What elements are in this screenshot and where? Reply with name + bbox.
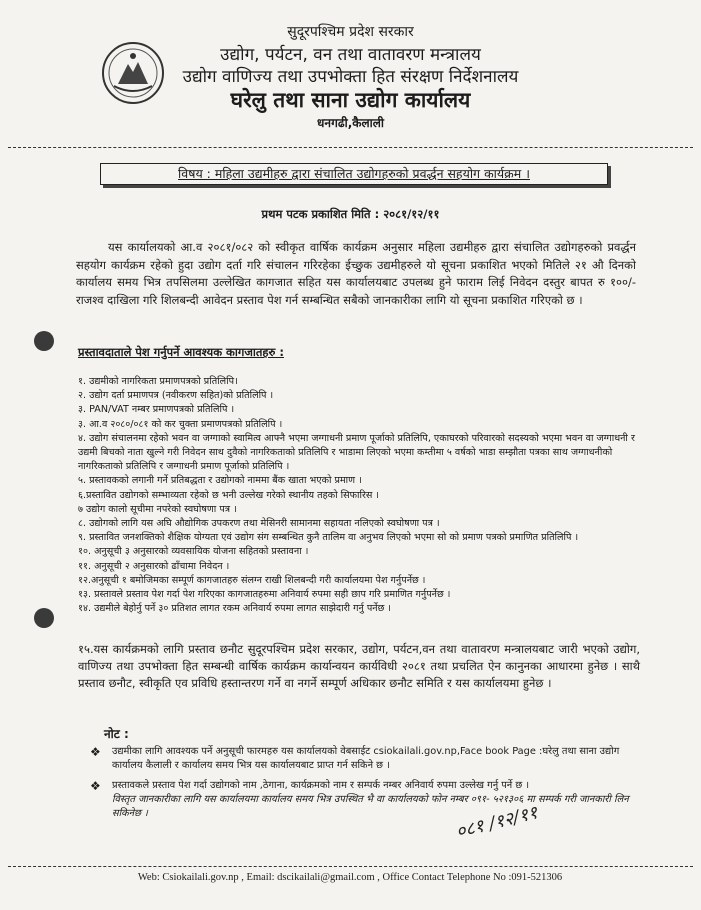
- list-item: ३. आ.व २०८०/०८१ को कर चुक्ता प्रमाणपत्रको प्रतिलिपि ।: [78, 418, 283, 430]
- list-item: ६.प्रस्तावित उद्योगको सम्भाव्यता रहेको छ भनी उल्लेख गरेको स्थानीय तहको सिफारिस ।: [78, 489, 380, 501]
- diamond-bullet-icon: ❖: [90, 779, 101, 793]
- signature-date: ०८१ /१२/११: [453, 802, 540, 843]
- header-office: घरेलु तथा साना उद्योग कार्यालय: [230, 88, 471, 112]
- punch-hole: [34, 608, 54, 628]
- note-contact-text: विस्तृत जानकारीका लागि यस कार्यालयमा कार्यालय समय भित्र उपस्थित भै वा कार्यालयको फोन नम्बर ०९१- ५२१३०६ मा सम्पर्क गरी जानकारी लिन सकिनेछ ।: [112, 794, 629, 819]
- intro-paragraph: यस कार्यालयको आ.व २०८१/०८२ को स्वीकृत वार्षिक कार्यक्रम अनुसार महिला उद्यमीहरु द्वारा संचालित उद्योगहरुको प्रवर्द्धन सहयोग कार्यक्रम रहेको हुदा उद्योग दर्ता गरि संचालन गरिरहेका ईच्छुक उद्यमीहरुले यो सूचना प्रकाशित भएको मितिले २१ औ दिनको कार्यालय समय भित्र तपसिलमा उल्लेखित कागजात सहित यस कार्यालयबाट उपलब्ध हुने फाराम लिई निवेदन दस्तुर बापत रु १००/-राजश्व दाखिला गरि शिलबन्दी आवेदन प्रस्ताव पेश गर्न सम्बन्धित सबैको जानकारीका लागि यो सूचना प्रकाशित गरिएको छ ।: [76, 240, 636, 307]
- published-date: प्रथम पटक प्रकाशित मिति : २०८१/१२/११: [261, 207, 440, 221]
- list-item: २. उद्योग दर्ता प्रमाणपत्र (नवीकरण सहित)को प्रतिलिपि ।: [78, 390, 274, 402]
- header-ministry: उद्योग, पर्यटन, वन तथा वातावरण मन्त्रालय: [220, 45, 481, 65]
- list-item: ११. अनुसूची २ अनुसारको ढाँचामा निवेदन ।: [78, 560, 230, 572]
- note-title: नोट :: [104, 727, 129, 741]
- subject-box: [100, 163, 608, 185]
- list-item: ९. प्रस्तावित जनशक्तिको शैक्षिक योग्यता एवं उद्योग संग सम्बन्धित कुनै तालिम वा अनुभव लिएको भएमा सो को प्रमाण पत्रको प्रमाणित प्रतिलिपि ।: [78, 532, 579, 544]
- requirements-title: प्रस्तावदाताले पेश गर्नुपर्ने आवश्यक कागजातहरु :: [78, 345, 284, 359]
- subject-text: विषय : महिला उद्यमीहरु द्वारा संचालित उद्योगहरुको प्रवर्द्धन सहयोग कार्यक्रम ।: [178, 166, 530, 181]
- note-item: [90, 745, 650, 773]
- header-province: सुदूरपश्चिम प्रदेश सरकार: [287, 24, 414, 40]
- list-item: ७ उद्योग कालो सूचीमा नपरेको स्वघोषणा पत्र ।: [78, 503, 237, 515]
- selection-clause: १५.यस कार्यक्रमको लागि प्रस्ताव छनौट सुदूरपश्चिम प्रदेश सरकार, उद्योग, पर्यटन,वन तथा वातावरण मन्त्रालयबाट जारी भएको उद्योग, वाणिज्य तथा उपभोक्ता हित सम्बन्धी वार्षिक कार्यक्रम कार्यान्वयन कार्यविधी २०८१ तथा प्रचलित ऐन कानुनका आधारमा हुनेछ । साथै प्रस्ताव छनौट, स्वीकृति एव प्रविधि हस्तान्तरण गर्ने वा नगर्ने सम्पूर्ण अधिकार छनौट समिति र यस कार्यालयमा हुनेछ ।: [78, 642, 640, 690]
- list-item: १२.अनुसूची १ बमोजिमका सम्पूर्ण कागजातहरु संलग्न राखी शिलबन्दी गरी कार्यालयमा पेश गर्नुपर्नेछ ।: [78, 574, 426, 586]
- list-item: ८. उद्योगको लागि यस अघि औद्योगिक उपकरण तथा मेसिनरी सामानमा सहायता नलिएको स्वघोषणा पत्र ।: [78, 518, 440, 530]
- requirements-list: [78, 375, 638, 616]
- list-item: १३. प्रस्तावले प्रस्ताव पेश गर्दा पेश गरिएका कागजातहरुमा अनिवार्य रुपमा सही छाप गरि प्रमाणित गर्नुपर्नेछ ।: [78, 589, 451, 601]
- list-item: ३. PAN/VAT नम्बर प्रमाणपत्रको प्रतिलिपि ।: [78, 404, 235, 416]
- list-item: ४. उद्योग संचालनमा रहेको भवन वा जग्गाको स्वामित्व आफ्नै भएमा जग्गाधनी प्रमाण पूर्जाको प्रतिलिपि, एकाघरको परिवारको सदस्यको भएमा भवन वा जग्गाधनी र उद्यमी बिचको नाता खुल्ने गरी निवेदन साथ दुवैको नागरिकताको प्रतिलिपि र भाडामा लिएको भएमा कम्तीमा ५ वर्षको भाडा सम्झौता पत्रका साथ जग्गाधनीको नागरिकताको प्रतिलिपि र जग्गाधनी प्रमाण पूर्जाको प्रतिलिपि ।: [78, 432, 635, 473]
- note-text: प्रस्तावकले प्रस्ताव पेश गर्दा उद्योगको नाम ,ठेगाना, कार्यक्रमको नाम र सम्पर्क नम्बर अनिवार्य रुपमा उल्लेख गर्नु पर्ने छ ।: [112, 780, 530, 791]
- footer-divider: [8, 866, 693, 867]
- list-item: ५. प्रस्तावकको लगानी गर्ने प्रतिबद्धता र उद्योगको नाममा बैंक खाता भएको प्रमाण ।: [78, 475, 362, 487]
- list-item: १. उद्यमीको नागरिकता प्रमाणपत्रको प्रतिलिपि।: [78, 376, 238, 387]
- list-item: १०. अनुसूची ३ अनुसारको व्यवसायिक योजना सहितको प्रस्तावना ।: [78, 546, 309, 558]
- punch-hole: [34, 331, 54, 351]
- header-directorate: उद्योग वाणिज्य तथा उपभोक्ता हित संरक्षण निर्देशनालय: [182, 67, 519, 87]
- header-divider: [8, 147, 693, 148]
- note-text: उद्यमीका लागि आवश्यक पर्ने अनुसूची फारमहरु यस कार्यालयको वेबसाईट csiokailali.gov.np,Face book Page :घरेलु तथा साना उद्योग कार्यालय कैलाली र कार्यालय समय भित्र यस कार्यालयबाट प्राप्त गर्न सकिने छ ।: [112, 746, 620, 771]
- list-item: १४. उद्यमीले बेहोर्नु पर्ने ३० प्रतिशत लागत रकम अनिवार्य रुपमा लागत साझेदारी गर्नु पर्नेछ ।: [78, 603, 392, 615]
- note-item: [90, 779, 650, 821]
- footer-contact: Web: Csiokailali.gov.np , Email: dscikailali@gmail.com , Office Contact Telephone No :091-521306: [137, 872, 563, 883]
- notes-list: [90, 745, 650, 827]
- diamond-bullet-icon: ❖: [90, 745, 101, 759]
- header-location: धनगढी,कैलाली: [317, 116, 384, 130]
